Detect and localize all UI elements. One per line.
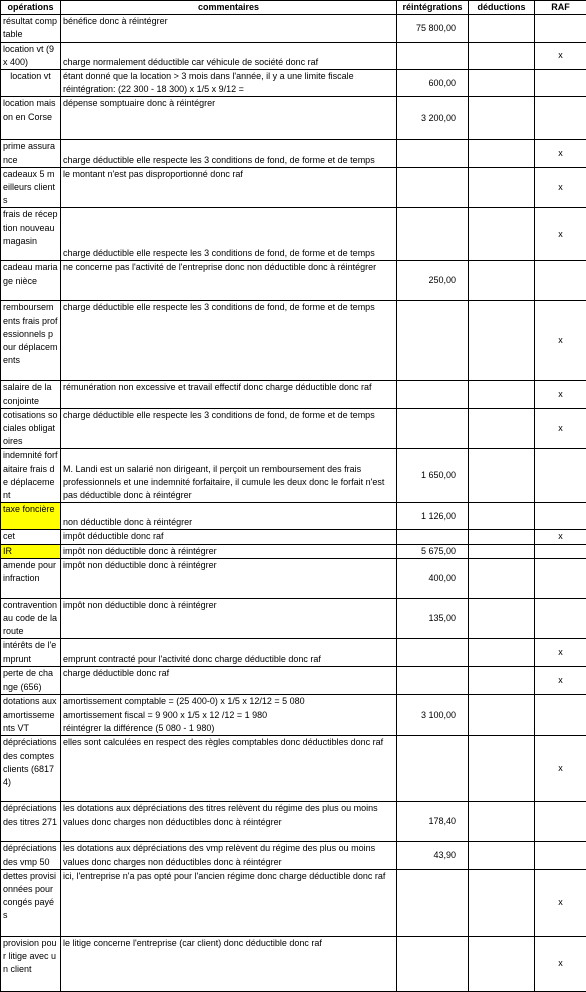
deduction-cell xyxy=(469,736,535,802)
raf-cell: x xyxy=(535,869,586,936)
deduction-cell xyxy=(469,842,535,869)
table-row xyxy=(1,408,586,449)
deduction-cell xyxy=(469,598,535,639)
table-row xyxy=(1,598,586,639)
reintegration-cell xyxy=(397,42,469,69)
operation-cell: cadeau mariage nièce xyxy=(1,261,61,301)
table-row xyxy=(1,15,586,42)
table-row xyxy=(1,869,586,936)
comment-cell: impôt déductible donc raf xyxy=(61,530,397,544)
table-row xyxy=(1,261,586,301)
operation-cell: résultat comptable xyxy=(1,15,61,42)
comment-cell: charge déductible elle respecte les 3 conditions de fond, de forme et de temps xyxy=(61,208,397,261)
reintegration-cell xyxy=(397,530,469,544)
table-row xyxy=(1,695,586,736)
comment-cell: ne concerne pas l'activité de l'entreprise donc non déductible donc à réintégrer xyxy=(61,261,397,301)
header-row xyxy=(1,1,586,15)
reintegration-cell: 1 650,00 xyxy=(397,449,469,503)
comment-cell: les dotations aux dépréciations des titres relèvent du régime des plus ou moins values donc charges non déductibles donc à réintégrer xyxy=(61,802,397,842)
comment-cell: le montant n'est pas disproportionné donc raf xyxy=(61,167,397,208)
table-row xyxy=(1,301,586,381)
reintegration-cell: 1 126,00 xyxy=(397,503,469,530)
table-row xyxy=(1,544,586,558)
reintegration-cell: 5 675,00 xyxy=(397,544,469,558)
operation-cell: location vt xyxy=(1,70,61,97)
table-row xyxy=(1,381,586,408)
comment-cell: M. Landi est un salarié non dirigeant, il perçoit un remboursement des frais professionnels et une indemnité forfaitaire, il cumule les deux donc le forfait n'est pas déductible donc à réintégrer xyxy=(61,449,397,503)
header-raf: RAF xyxy=(535,1,586,15)
comment-cell: charge normalement déductible car véhicule de société donc raf xyxy=(61,42,397,69)
table-row xyxy=(1,936,586,991)
header-deductions: déductions xyxy=(469,1,535,15)
operation-cell: location vt (9x 400) xyxy=(1,42,61,69)
operation-cell: dettes provisionnées pour congés payés xyxy=(1,869,61,936)
operation-cell: amende pour infraction xyxy=(1,558,61,598)
reintegration-cell xyxy=(397,639,469,667)
reintegration-cell: 135,00 xyxy=(397,598,469,639)
header-reintegrations: réintégrations xyxy=(397,1,469,15)
reintegration-cell xyxy=(397,301,469,381)
table-row xyxy=(1,70,586,97)
operation-cell: cadeaux 5 meilleurs clients xyxy=(1,167,61,208)
comment-cell: bénéfice donc à réintégrer xyxy=(61,15,397,42)
deduction-cell xyxy=(469,639,535,667)
operation-cell: indemnité forfaitaire frais de déplacement xyxy=(1,449,61,503)
operation-cell: frais de réception nouveau magasin xyxy=(1,208,61,261)
deduction-cell xyxy=(469,695,535,736)
table-row xyxy=(1,667,586,695)
deduction-cell xyxy=(469,558,535,598)
raf-cell xyxy=(535,70,586,97)
comment-cell: non déductible donc à réintégrer xyxy=(61,503,397,530)
raf-cell xyxy=(535,15,586,42)
deduction-cell xyxy=(469,70,535,97)
comment-cell: impôt non déductible donc à réintégrer xyxy=(61,544,397,558)
comment-cell: ici, l'entreprise n'a pas opté pour l'ancien régime donc charge déductible donc raf xyxy=(61,869,397,936)
raf-cell: x xyxy=(535,736,586,802)
reintegration-cell xyxy=(397,208,469,261)
comment-cell: charge déductible elle respecte les 3 conditions de fond, de forme et de temps xyxy=(61,140,397,167)
reintegration-cell xyxy=(397,936,469,991)
comment-cell: étant donné que la location > 3 mois dans l'année, il y a une limite fiscale réintégration: (22 300 - 18 300) x 1/5 x 9/12 = xyxy=(61,70,397,97)
raf-cell: x xyxy=(535,381,586,408)
raf-cell xyxy=(535,449,586,503)
raf-cell: x xyxy=(535,936,586,991)
deduction-cell xyxy=(469,936,535,991)
comment-cell: impôt non déductible donc à réintégrer xyxy=(61,558,397,598)
comment-cell: elles sont calculées en respect des règles comptables donc déductibles donc raf xyxy=(61,736,397,802)
comment-cell: charge déductible elle respecte les 3 conditions de fond, de forme et de temps xyxy=(61,301,397,381)
deduction-cell xyxy=(469,167,535,208)
deduction-cell xyxy=(469,140,535,167)
deduction-cell xyxy=(469,381,535,408)
deduction-cell xyxy=(469,530,535,544)
operation-cell: dépréciations des titres 271 xyxy=(1,802,61,842)
operation-cell: contravention au code de la route xyxy=(1,598,61,639)
raf-cell xyxy=(535,695,586,736)
comment-cell: amortissement comptable = (25 400-0) x 1/5 x 12/12 = 5 080 amortissement fiscal = 9 900 x 1/5 x 12 /12 = 1 980 réintégrer la différence (5 080 - 1 980) xyxy=(61,695,397,736)
reintegration-cell xyxy=(397,869,469,936)
table-row xyxy=(1,42,586,69)
operation-cell: provision pour litige avec un client xyxy=(1,936,61,991)
reintegration-cell xyxy=(397,381,469,408)
deduction-cell xyxy=(469,544,535,558)
comment-cell: charge déductible donc raf xyxy=(61,667,397,695)
raf-cell xyxy=(535,842,586,869)
raf-cell: x xyxy=(535,639,586,667)
raf-cell xyxy=(535,261,586,301)
deduction-cell xyxy=(469,503,535,530)
comment-cell: impôt non déductible donc à réintégrer xyxy=(61,598,397,639)
operation-cell: dépréciations des comptes clients (68174) xyxy=(1,736,61,802)
deduction-cell xyxy=(469,261,535,301)
comment-cell: les dotations aux dépréciations des vmp relèvent du régime des plus ou moins values donc charges non déductibles donc à réintégrer xyxy=(61,842,397,869)
deduction-cell xyxy=(469,15,535,42)
table-row xyxy=(1,503,586,530)
reintegration-cell: 3 200,00 xyxy=(397,97,469,140)
raf-cell xyxy=(535,97,586,140)
operation-cell: remboursements frais professionnels pour déplacements xyxy=(1,301,61,381)
operation-cell: salaire de la conjointe xyxy=(1,381,61,408)
deduction-cell xyxy=(469,449,535,503)
deduction-cell xyxy=(469,42,535,69)
reintegration-cell: 400,00 xyxy=(397,558,469,598)
table-row xyxy=(1,802,586,842)
raf-cell xyxy=(535,802,586,842)
raf-cell: x xyxy=(535,42,586,69)
raf-cell: x xyxy=(535,167,586,208)
reintegration-cell xyxy=(397,167,469,208)
deduction-cell xyxy=(469,301,535,381)
operation-cell: IR xyxy=(1,544,61,558)
raf-cell: x xyxy=(535,530,586,544)
reintegration-cell xyxy=(397,140,469,167)
table-row xyxy=(1,558,586,598)
table-row xyxy=(1,97,586,140)
operation-cell: taxe foncière xyxy=(1,503,61,530)
table-row xyxy=(1,449,586,503)
operation-cell: intérêts de l'emprunt xyxy=(1,639,61,667)
raf-cell: x xyxy=(535,301,586,381)
table-row xyxy=(1,842,586,869)
comment-cell: dépense somptuaire donc à réintégrer xyxy=(61,97,397,140)
reintegration-cell: 75 800,00 xyxy=(397,15,469,42)
reintegration-cell: 600,00 xyxy=(397,70,469,97)
reintegration-cell xyxy=(397,736,469,802)
raf-cell xyxy=(535,544,586,558)
comment-cell: charge déductible elle respecte les 3 conditions de fond, de forme et de temps xyxy=(61,408,397,449)
deduction-cell xyxy=(469,802,535,842)
operation-cell: cotisations sociales obligatoires xyxy=(1,408,61,449)
raf-cell xyxy=(535,598,586,639)
deduction-cell xyxy=(469,667,535,695)
operation-cell: location maison en Corse xyxy=(1,97,61,140)
raf-cell: x xyxy=(535,408,586,449)
raf-cell: x xyxy=(535,667,586,695)
reintegration-cell: 3 100,00 xyxy=(397,695,469,736)
raf-cell: x xyxy=(535,140,586,167)
operation-cell: dotations aux amortissements VT xyxy=(1,695,61,736)
deduction-cell xyxy=(469,97,535,140)
operation-cell: perte de change (656) xyxy=(1,667,61,695)
reintegration-cell: 43,90 xyxy=(397,842,469,869)
table-row xyxy=(1,736,586,802)
table-row xyxy=(1,530,586,544)
operation-cell: prime assurance xyxy=(1,140,61,167)
deduction-cell xyxy=(469,869,535,936)
deduction-cell xyxy=(469,408,535,449)
reintegration-cell xyxy=(397,667,469,695)
operation-cell: dépréciations des vmp 50 xyxy=(1,842,61,869)
deduction-cell xyxy=(469,208,535,261)
table-row xyxy=(1,639,586,667)
table-row xyxy=(1,208,586,261)
header-commentaires: commentaires xyxy=(61,1,397,15)
reintegration-cell xyxy=(397,408,469,449)
raf-cell: x xyxy=(535,208,586,261)
raf-cell xyxy=(535,558,586,598)
table-row xyxy=(1,140,586,167)
comment-cell: le litige concerne l'entreprise (car client) donc déductible donc raf xyxy=(61,936,397,991)
table-row xyxy=(1,167,586,208)
operation-cell: cet xyxy=(1,530,61,544)
reintegration-cell: 250,00 xyxy=(397,261,469,301)
raf-cell xyxy=(535,503,586,530)
header-operations: opérations xyxy=(1,1,61,15)
comment-cell: rémunération non excessive et travail effectif donc charge déductible donc raf xyxy=(61,381,397,408)
comment-cell: emprunt contracté pour l'activité donc charge déductible donc raf xyxy=(61,639,397,667)
reintegration-cell: 178,40 xyxy=(397,802,469,842)
